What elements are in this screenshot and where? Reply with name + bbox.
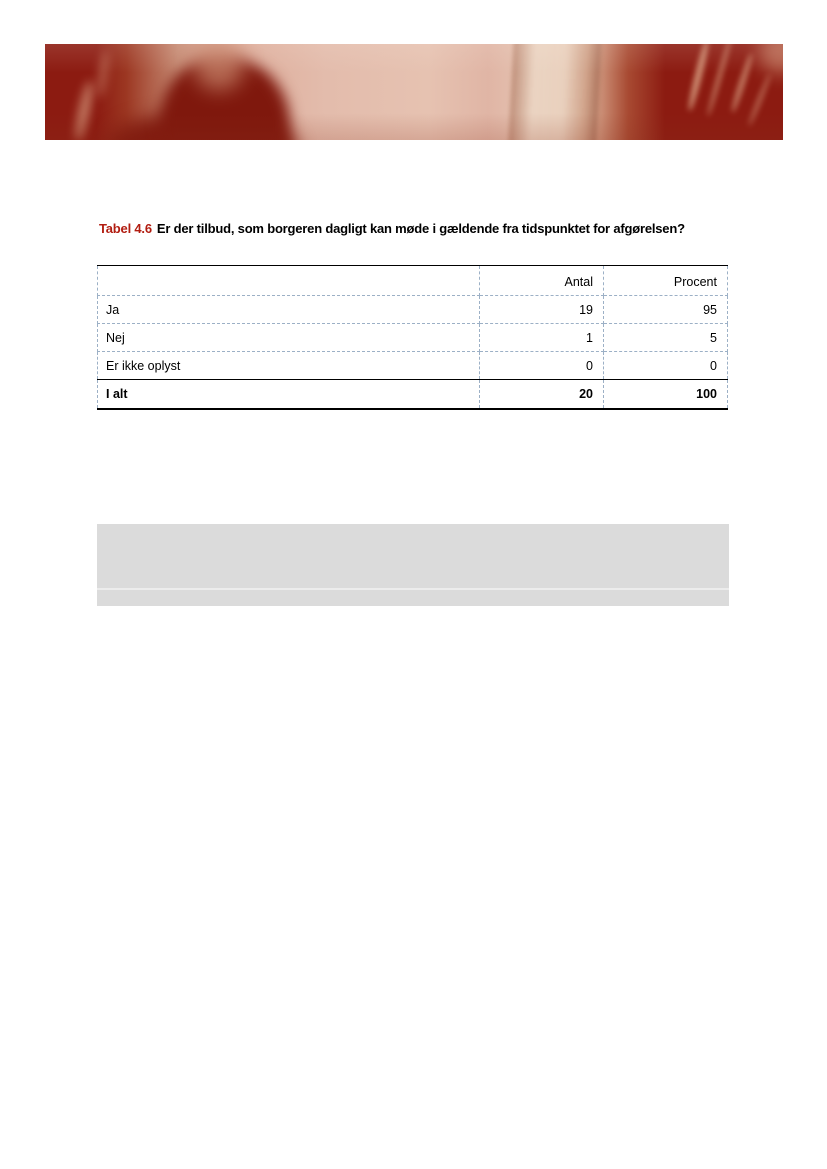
results-table	[97, 265, 728, 410]
header-photo-banner	[45, 44, 783, 140]
row-label: Er ikke oplyst	[98, 352, 480, 380]
total-label: I alt	[98, 380, 480, 409]
total-antal: 20	[480, 380, 604, 409]
row-procent: 0	[604, 352, 728, 380]
gray-block-divider	[97, 588, 729, 590]
table-caption	[99, 220, 739, 238]
table-row	[98, 296, 728, 324]
row-antal: 1	[480, 324, 604, 352]
row-antal: 19	[480, 296, 604, 324]
table-caption-text: Er der tilbud, som borgeren dagligt kan møde i gældende fra tidspunktet for afgørelsen?	[156, 221, 685, 236]
row-antal: 0	[480, 352, 604, 380]
gray-redacted-block	[97, 524, 729, 606]
table-total-row	[98, 380, 728, 409]
table-caption-number: Tabel 4.6	[99, 221, 152, 236]
header-empty-cell	[98, 266, 480, 296]
table-row	[98, 352, 728, 380]
row-label: Ja	[98, 296, 480, 324]
table-header-row	[98, 266, 728, 296]
header-procent: Procent	[604, 266, 728, 296]
banner-shade-overlay	[45, 44, 783, 140]
row-label: Nej	[98, 324, 480, 352]
table-row	[98, 324, 728, 352]
header-antal: Antal	[480, 266, 604, 296]
total-procent: 100	[604, 380, 728, 409]
row-procent: 95	[604, 296, 728, 324]
row-procent: 5	[604, 324, 728, 352]
